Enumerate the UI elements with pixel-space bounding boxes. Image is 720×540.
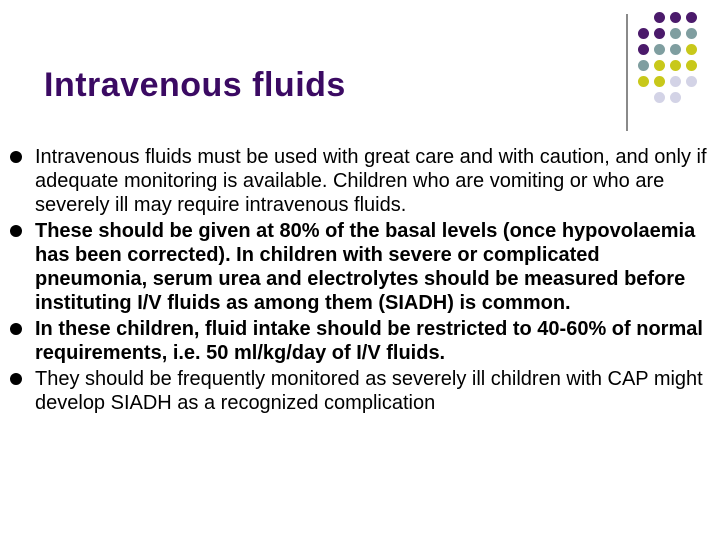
- bullet-dot-icon: [10, 373, 22, 385]
- decorative-dot: [670, 44, 681, 55]
- decorative-dot: [654, 76, 665, 87]
- bullet-dot-icon: [10, 323, 22, 335]
- decorative-dot: [654, 28, 665, 39]
- bullet-item: [10, 145, 710, 217]
- decorative-dot: [638, 28, 649, 39]
- decorative-dot: [654, 12, 665, 23]
- decorative-dot: [670, 60, 681, 71]
- decorative-dot: [670, 76, 681, 87]
- bullet-item: [10, 317, 710, 365]
- bullet-item: [10, 219, 710, 315]
- bullet-list: [10, 145, 710, 417]
- decorative-dot: [670, 28, 681, 39]
- decorative-dot: [670, 92, 681, 103]
- decorative-dot: [686, 28, 697, 39]
- title-divider-line: [626, 14, 628, 131]
- decorative-dot: [686, 76, 697, 87]
- slide-title: Intravenous fluids: [44, 66, 346, 104]
- bullet-text: In these children, fluid intake should be restricted to 40-60% of normal requirements, i.e. 50 ml/kg/day of I/V fluids.: [35, 318, 703, 364]
- decorative-dot: [654, 44, 665, 55]
- decorative-dot: [638, 76, 649, 87]
- decorative-dot: [686, 44, 697, 55]
- bullet-text: Intravenous fluids must be used with great care and with caution, and only if adequate monitoring is available. Children who are vomiting or who are severely ill may require intravenous fluids.: [35, 146, 707, 216]
- bullet-text: They should be frequently monitored as severely ill children with CAP might develop SIADH as a recognized complication: [35, 368, 703, 414]
- bullet-item: [10, 367, 710, 415]
- bullet-dot-icon: [10, 151, 22, 163]
- decorative-dot: [686, 60, 697, 71]
- bullet-dot-icon: [10, 225, 22, 237]
- decorative-dot: [654, 92, 665, 103]
- decorative-dot: [638, 60, 649, 71]
- decorative-dot: [686, 12, 697, 23]
- decorative-dot: [670, 12, 681, 23]
- dot-grid-decoration: [638, 12, 718, 112]
- decorative-dot: [638, 44, 649, 55]
- bullet-text: These should be given at 80% of the basal levels (once hypovolaemia has been corrected). In children with severe or complicated pneumonia, serum urea and electrolytes should be measured before instituting I/V fluids as among them (SIADH) is common.: [35, 220, 696, 314]
- decorative-dot: [654, 60, 665, 71]
